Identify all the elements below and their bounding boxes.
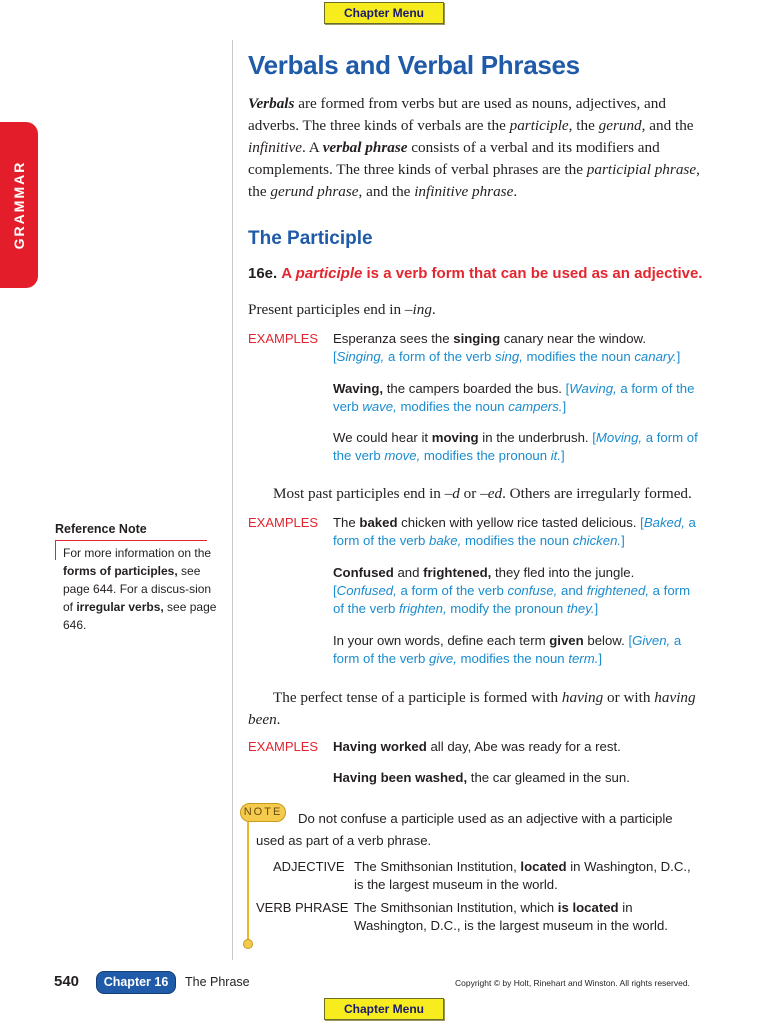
example-baked: The baked chicken with yellow rice tasted delicious. [Baked, a form of the verb bake, modifies the noun chicken.] <box>333 515 696 548</box>
adjective-example: The Smithsonian Institution, located in Washington, D.C., is the largest museum in the world. <box>354 859 691 892</box>
adjective-label: ADJECTIVE <box>273 859 345 874</box>
examples-label: EXAMPLES <box>248 331 319 346</box>
note-margin-line <box>247 822 249 942</box>
reference-note <box>55 522 217 632</box>
present-participle-paragraph: Present participles end in –ing. <box>248 301 436 318</box>
example-given: In your own words, define each term given below. [Given, a form of the verb give, modifies the noun term.] <box>333 633 682 666</box>
example-moving: We could hear it moving in the underbrush. [Moving, a form of the verb move, modifies the pronoun it.] <box>333 430 698 463</box>
example-confused: Confused and frightened, they fled into the jungle. [Confused, a form of the verb confuse, and frightened, a form of the verb frighten, modify the pronoun they.] <box>333 565 691 616</box>
verb-phrase-example: The Smithsonian Institution, which is located in Washington, D.C., is the largest museum in the world. <box>354 900 668 933</box>
examples-label: EXAMPLES <box>248 739 319 754</box>
rule-16e: 16e. A participle is a verb form that can be used as an adjective. <box>248 265 703 282</box>
grammar-tab-label: GRAMMAR <box>11 160 27 250</box>
example-having-been-washed: Having been washed, the car gleamed in the sun. <box>333 770 630 785</box>
section-heading: The Participle <box>248 228 373 249</box>
reference-note-body: For more information on the forms of participles, see page 644. For a discus-sion of irregular verbs, see page 646. <box>63 546 217 632</box>
perfect-tense-paragraph: The perfect tense of a participle is formed with having or with having been. <box>248 689 696 728</box>
examples-label: EXAMPLES <box>248 515 319 530</box>
margin-divider <box>232 40 233 960</box>
example-waving: Waving, the campers boarded the bus. [Waving, a form of the verb wave, modifies the noun campers.] <box>333 381 695 414</box>
chapter-menu-button-bottom[interactable]: Chapter Menu <box>324 998 444 1020</box>
note-text: Do not confuse a participle used as an adjective with a participle used as part of a verb phrase. <box>256 811 673 848</box>
reference-note-rule <box>55 540 207 541</box>
verb-phrase-label: VERB PHRASE <box>256 900 349 915</box>
page-title: Verbals and Verbal Phrases <box>248 50 580 80</box>
past-participle-paragraph: Most past participles end in –d or –ed. Others are irregularly formed. <box>273 485 692 502</box>
note-end-dot <box>243 939 253 949</box>
example-singing: Esperanza sees the singing canary near the window. [Singing, a form of the verb sing, modifies the noun canary.] <box>333 331 681 364</box>
intro-paragraph: Verbals are formed from verbs but are used as nouns, adjectives, and adverbs. The three kinds of verbals are the participle, the gerund, and the infinitive. A verbal phrase consists of a verbal and its modifiers and complements. The three kinds of verbal phrases are the participial phrase, the gerund phrase, and the infinitive phrase. <box>248 95 700 200</box>
note-badge: NOTE <box>240 803 286 822</box>
chapter-title: The Phrase <box>185 975 250 989</box>
chapter-badge: Chapter 16 <box>96 971 176 994</box>
example-having-worked: Having worked all day, Abe was ready for a rest. <box>333 739 621 754</box>
page-number: 540 <box>54 973 80 990</box>
reference-note-title: Reference Note <box>55 522 147 536</box>
copyright-notice: Copyright © by Holt, Rinehart and Winston. All rights reserved. <box>455 978 690 988</box>
chapter-menu-button-top[interactable]: Chapter Menu <box>324 2 444 24</box>
reference-note-rule-vertical <box>55 540 56 560</box>
